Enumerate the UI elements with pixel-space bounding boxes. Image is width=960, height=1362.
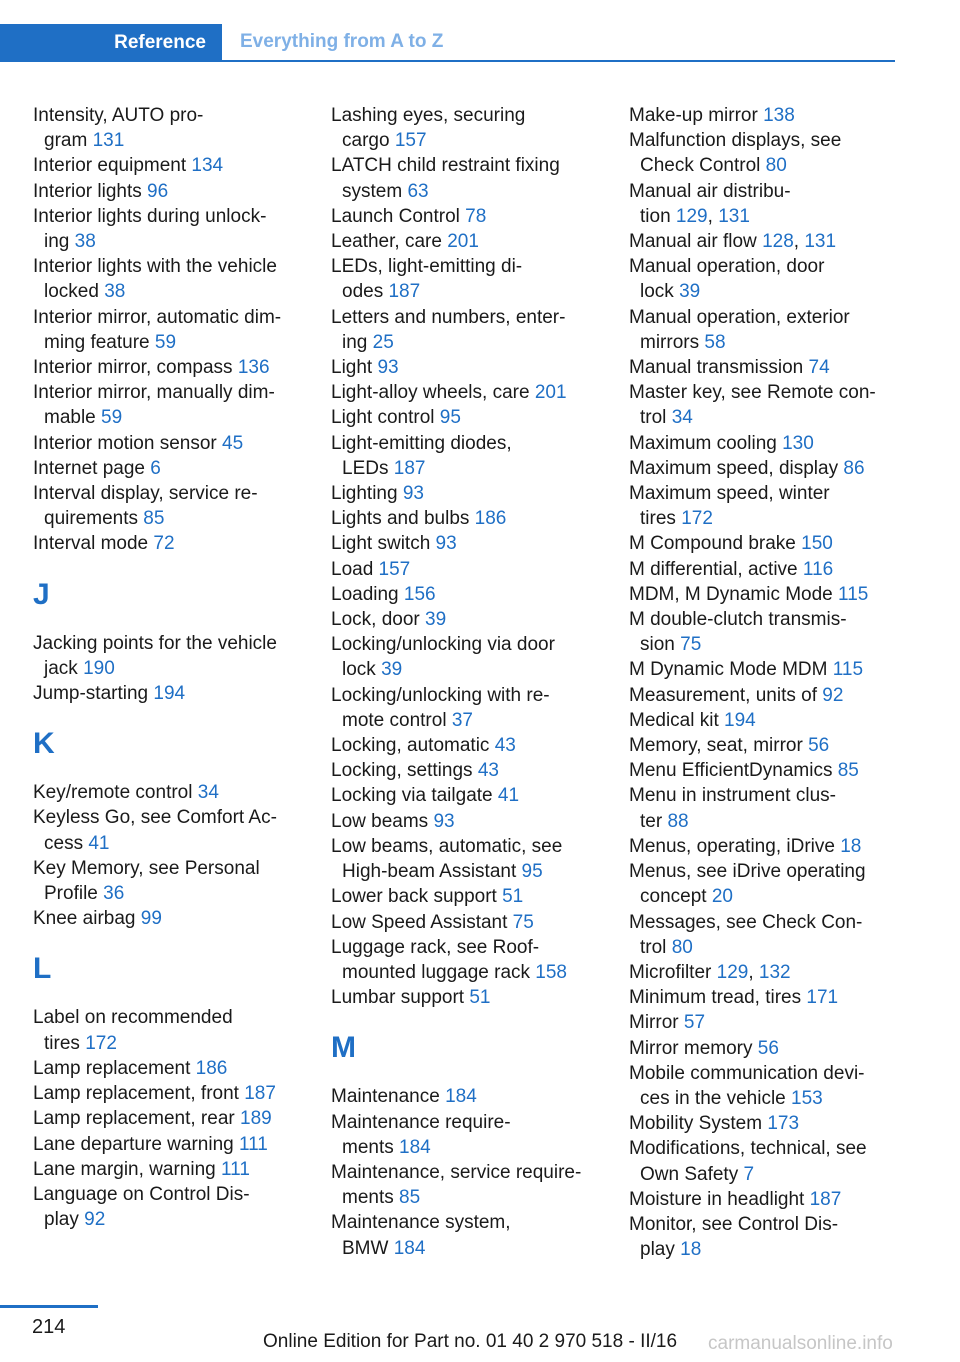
index-term: Light	[331, 357, 378, 379]
page-link[interactable]: 187	[809, 1188, 842, 1210]
page-link[interactable]: 88	[667, 810, 689, 832]
page-header	[0, 24, 895, 62]
page-link[interactable]: 38	[74, 231, 96, 253]
index-term: Low Speed Assistant	[331, 911, 513, 933]
index-entry	[331, 910, 606, 935]
index-entry	[629, 128, 894, 178]
index-term: Jacking points for the vehicle jack	[33, 632, 277, 679]
footer-rule	[0, 1305, 98, 1308]
index-term: Microfilter	[629, 961, 717, 983]
index-term: LATCH child restraint fixing system	[331, 155, 560, 202]
page-link[interactable]: 86	[843, 457, 865, 479]
page-link[interactable]: 59	[101, 407, 123, 429]
page-link[interactable]: 173	[767, 1113, 800, 1135]
page-link[interactable]: 153	[791, 1087, 823, 1109]
index-term: Mobile communication devi‐ ces in the vehicle	[629, 1062, 865, 1109]
index-entry	[33, 305, 308, 355]
index-term: Manual air flow	[629, 231, 763, 253]
index-term: Make-up mirror	[629, 105, 764, 126]
index-entry	[33, 1056, 308, 1081]
page-link[interactable]: 129	[675, 205, 708, 227]
page-link[interactable]: 39	[381, 659, 403, 681]
index-term: Maximum speed, display	[629, 457, 844, 479]
index-entry	[331, 733, 606, 758]
index-term: Menus, operating, iDrive	[629, 835, 841, 857]
index-term: Messages, see Check Con‐ trol	[629, 911, 863, 958]
index-entry	[331, 985, 606, 1010]
edition-note: Online Edition for Part no. 01 40 2 970 518 - II/16	[263, 1331, 678, 1352]
index-letter-heading: L	[33, 952, 52, 986]
index-term: Maximum cooling	[629, 432, 783, 454]
index-term: Modifications, technical, see Own Safety	[629, 1138, 867, 1185]
page-link[interactable]: 57	[683, 1012, 706, 1034]
page-link[interactable]: 93	[377, 357, 399, 379]
index-entry	[33, 481, 308, 531]
index-entry	[629, 834, 894, 859]
page-link[interactable]: 85	[837, 760, 859, 782]
page-link[interactable]: 20	[711, 886, 733, 908]
index-entry	[331, 557, 606, 582]
page-number: 214	[32, 1316, 66, 1338]
page-link[interactable]: 184	[445, 1086, 477, 1108]
page-link[interactable]: 136	[237, 357, 270, 379]
index-term: Lamp replacement	[33, 1057, 196, 1079]
page-link[interactable]: 80	[671, 936, 693, 958]
index-term: Maintenance require‐ ments	[331, 1111, 511, 1158]
index-term: Interior lights during unlock‐ ing	[33, 205, 267, 253]
page-link[interactable]: 131	[804, 231, 837, 253]
index-column-2	[331, 103, 606, 1261]
index-term: Interior lights with the vehicle locked	[33, 256, 277, 303]
page-link[interactable]: 58	[704, 331, 726, 353]
index-term: Monitor, see Control Dis‐ play	[629, 1213, 839, 1261]
page-link[interactable]: 187	[393, 457, 426, 479]
index-entry	[629, 910, 894, 960]
page-link[interactable]: 187	[388, 281, 421, 303]
page-link[interactable]: 34	[197, 782, 219, 804]
index-entry	[331, 935, 606, 985]
page-link[interactable]: 190	[83, 657, 115, 679]
index-entry	[33, 380, 308, 430]
index-term: Interior equipment	[33, 155, 192, 177]
page-link[interactable]: 51	[469, 987, 491, 1009]
page-link[interactable]: 37	[451, 709, 473, 731]
index-term: M Dynamic Mode MDM	[629, 659, 833, 681]
page-link[interactable]: 7	[743, 1163, 755, 1185]
index-entry	[629, 859, 894, 909]
index-term: Load	[331, 558, 379, 580]
section-tab-reference[interactable]: Reference	[0, 24, 222, 62]
index-entry	[629, 355, 894, 380]
index-entry	[331, 229, 606, 254]
index-entry	[33, 254, 308, 304]
page-link[interactable]: 187	[244, 1083, 276, 1105]
page-link[interactable]: 171	[806, 987, 839, 1009]
index-entry	[33, 856, 308, 906]
index-entry	[331, 834, 606, 884]
index-entry	[629, 456, 894, 481]
index-entry	[629, 254, 894, 304]
page-link[interactable]: 134	[191, 155, 224, 177]
index-entry	[33, 805, 308, 855]
index-term: Lane departure warning	[33, 1133, 239, 1155]
index-entry	[629, 103, 894, 128]
index-term: Language on Control Dis‐ play	[33, 1183, 250, 1231]
index-entry	[331, 531, 606, 556]
index-term: Light-alloy wheels, care	[331, 382, 535, 404]
index-entry	[33, 1106, 308, 1131]
index-entry	[331, 783, 606, 808]
index-term: Internet page	[33, 457, 151, 479]
page-link[interactable]: 130	[782, 432, 814, 454]
index-entry	[629, 481, 894, 531]
index-letter-heading: M	[331, 1031, 356, 1065]
index-entry	[33, 531, 308, 556]
index-entry	[331, 204, 606, 229]
index-entry	[629, 708, 894, 733]
page-link[interactable]: 36	[103, 883, 125, 905]
index-entry	[629, 1212, 894, 1262]
page-link[interactable]: 186	[474, 508, 507, 530]
index-term: Lighting	[331, 483, 403, 505]
index-term: Luggage rack, see Roof- mounted luggage rack	[331, 936, 540, 983]
index-entry	[629, 531, 894, 556]
index-entry	[331, 607, 606, 632]
index-entry	[629, 380, 894, 430]
page-link[interactable]: 115	[838, 583, 869, 605]
index-term: Moisture in headlight	[629, 1188, 810, 1210]
index-entry	[331, 405, 606, 430]
index-term: Locking/unlocking via door lock	[331, 634, 555, 681]
index-entry	[33, 153, 308, 178]
page-link[interactable]: 184	[393, 1237, 426, 1259]
index-entry	[33, 631, 308, 681]
index-term: Menus, see iDrive operating concept	[629, 861, 866, 908]
page-link[interactable]: 115	[832, 659, 864, 681]
page-link[interactable]: 51	[502, 886, 524, 908]
index-entry	[629, 1036, 894, 1061]
index-term: Interval mode	[33, 533, 154, 555]
index-entry	[629, 1187, 894, 1212]
index-term: Letters and numbers, enter‐ ing	[331, 306, 566, 353]
index-entry	[331, 758, 606, 783]
index-entry	[33, 456, 308, 481]
index-term: Lashing eyes, securing cargo	[331, 105, 526, 152]
index-entry	[629, 431, 894, 456]
index-term: Maximum speed, winter tires	[629, 483, 830, 530]
page-link[interactable]: 184	[399, 1136, 431, 1158]
index-entry	[629, 657, 894, 682]
index-entry	[33, 681, 308, 706]
index-entry	[331, 1160, 606, 1210]
page-link[interactable]: 56	[808, 735, 830, 757]
index-entry	[629, 305, 894, 355]
index-entry	[629, 960, 894, 985]
page-link[interactable]: 39	[425, 609, 447, 631]
index-term: Master key, see Remote con‐ trol	[629, 382, 876, 429]
page-link[interactable]: 93	[433, 810, 455, 832]
index-entry	[331, 355, 606, 380]
page-link[interactable]: 93	[402, 483, 424, 505]
index-term: Interior lights	[33, 180, 148, 202]
index-entry	[331, 632, 606, 682]
index-entry	[33, 1182, 308, 1232]
index-term: Interior motion sensor	[33, 432, 223, 454]
index-entry	[331, 305, 606, 355]
index-entry	[629, 1111, 894, 1136]
page-link[interactable]: 6	[150, 457, 161, 479]
index-term: Locking, settings	[331, 760, 478, 782]
page-link[interactable]: 41	[88, 832, 110, 854]
index-entry	[629, 1061, 894, 1111]
page-link[interactable]: 128	[762, 231, 794, 253]
index-entry	[33, 1157, 308, 1182]
page-link[interactable]: 189	[240, 1108, 272, 1130]
page-link[interactable]: 172	[681, 508, 713, 530]
index-entry	[33, 204, 308, 254]
index-term: Locking, automatic	[331, 735, 495, 757]
page-link[interactable]: 75	[512, 911, 534, 933]
index-term: Interval display, service re‐ quirements	[33, 483, 258, 530]
page-link[interactable]: 96	[147, 180, 169, 202]
index-term: Manual operation, exterior mirrors	[629, 306, 850, 353]
index-term: MDM, M Dynamic Mode	[629, 583, 839, 605]
page-link[interactable]: 63	[407, 180, 429, 202]
page-link[interactable]: 156	[403, 583, 436, 605]
page-link[interactable]: 43	[477, 760, 499, 782]
index-term: LEDs, light-emitting di‐ odes	[331, 256, 523, 303]
index-entry	[33, 1005, 308, 1055]
index-entry	[629, 179, 894, 229]
index-term: Light switch	[331, 533, 436, 555]
index-term: Measurement, units of	[629, 684, 823, 706]
page-link[interactable]: 111	[238, 1133, 268, 1155]
page-link[interactable]: 45	[222, 432, 244, 454]
index-term: Launch Control	[331, 205, 466, 227]
page-link[interactable]: 129	[716, 961, 749, 983]
index-entry	[629, 758, 894, 783]
page-link[interactable]: 92	[84, 1209, 106, 1231]
page-link[interactable]: 194	[153, 683, 186, 705]
index-term: Manual transmission	[629, 357, 809, 379]
index-entry	[629, 607, 894, 657]
index-entry	[331, 1110, 606, 1160]
index-term: Lower back support	[331, 886, 503, 908]
page-link[interactable]: 138	[763, 105, 795, 126]
index-term: Keyless Go, see Comfort Ac‐ cess	[33, 807, 277, 854]
index-term: M double-clutch transmis‐ sion	[629, 609, 847, 656]
index-entry	[629, 1136, 894, 1186]
page-link[interactable]: 18	[840, 835, 862, 857]
page-link[interactable]: 172	[85, 1032, 117, 1054]
index-term: Key/remote control	[33, 782, 198, 804]
index-term: Manual operation, door lock	[629, 256, 825, 303]
page-link[interactable]: 41	[497, 785, 520, 807]
index-entry	[331, 254, 606, 304]
index-entry	[331, 431, 606, 481]
index-term: M differential, active	[629, 558, 803, 580]
index-term: Maintenance, service require‐ ments	[331, 1161, 582, 1209]
index-term: Medical kit	[629, 709, 725, 731]
index-entry	[629, 985, 894, 1010]
index-term: Lane margin, warning	[33, 1158, 221, 1180]
index-term: Mirror memory	[629, 1037, 758, 1059]
index-term: Locking/unlocking with re‐ mote control	[331, 684, 550, 731]
index-term: Leather, care	[331, 231, 448, 253]
page-link[interactable]: 38	[104, 281, 126, 303]
page-link[interactable]: 201	[534, 382, 567, 404]
page-link[interactable]: 34	[671, 407, 693, 429]
index-entry	[331, 506, 606, 531]
index-entry	[331, 153, 606, 203]
page-link[interactable]: 56	[757, 1037, 779, 1059]
page-link[interactable]: 78	[465, 205, 487, 227]
index-term: Label on recommended tires	[33, 1007, 233, 1054]
index-letter-heading: K	[33, 727, 55, 761]
page-link[interactable]: 85	[143, 508, 165, 530]
index-term: Key Memory, see Personal Profile	[33, 857, 260, 905]
index-term: Minimum tread, tires	[629, 987, 807, 1009]
index-entry	[331, 683, 606, 733]
index-term: Lamp replacement, rear	[33, 1108, 240, 1130]
section-tab-a-to-z[interactable]: Everything from A to Z	[240, 31, 444, 52]
index-column-1	[33, 103, 308, 1232]
index-term: Menu EfficientDynamics	[629, 760, 838, 782]
page-link[interactable]: 186	[195, 1057, 228, 1079]
page-link[interactable]: 18	[680, 1239, 702, 1261]
index-term: Jump-starting	[33, 683, 154, 705]
page-link[interactable]: 39	[679, 281, 701, 303]
index-entry	[33, 906, 308, 931]
index-entry	[629, 557, 894, 582]
index-term: Memory, seat, mirror	[629, 735, 809, 757]
page-separator: ,	[793, 231, 805, 253]
page-link[interactable]: 157	[378, 558, 411, 580]
index-term: Malfunction displays, see Check Control	[629, 130, 842, 177]
page-link[interactable]: 157	[394, 130, 427, 152]
index-entry	[629, 1010, 894, 1035]
page-link[interactable]: 93	[435, 533, 457, 555]
page-link[interactable]: 99	[140, 908, 162, 930]
page-link[interactable]: 95	[521, 861, 543, 883]
page-link[interactable]: 72	[153, 533, 175, 555]
index-letter-heading: J	[33, 577, 50, 611]
index-entry	[331, 481, 606, 506]
index-term: Lamp replacement, front	[33, 1083, 245, 1105]
page-link[interactable]: 95	[439, 407, 461, 429]
page-link[interactable]: 111	[221, 1158, 250, 1180]
page-separator: ,	[707, 205, 719, 227]
page-link[interactable]: 59	[154, 331, 177, 353]
index-term: Manual air distribu‐ tion	[629, 180, 791, 227]
index-term: Knee airbag	[33, 908, 141, 930]
index-term: Light control	[331, 407, 440, 429]
page-link[interactable]: 131	[718, 205, 750, 227]
index-entry	[331, 884, 606, 909]
watermark: carmanualsonline.info	[708, 1333, 893, 1354]
page-link[interactable]: 92	[822, 684, 844, 706]
index-entry	[33, 355, 308, 380]
index-entry	[331, 1210, 606, 1260]
index-term: Low beams	[331, 810, 434, 832]
index-entry	[33, 431, 308, 456]
index-term: Light-emitting diodes, LEDs	[331, 432, 512, 479]
page-link[interactable]: 116	[802, 558, 834, 580]
index-term: Menu in instrument clus‐ ter	[629, 785, 836, 832]
page-link[interactable]: 25	[372, 331, 394, 353]
index-entry	[33, 780, 308, 805]
index-term: M Compound brake	[629, 533, 802, 555]
index-term: Maintenance	[331, 1086, 446, 1108]
index-term: Interior mirror, compass	[33, 357, 238, 379]
index-entry	[331, 1084, 606, 1109]
index-term: Maintenance system, BMW	[331, 1212, 511, 1259]
index-entry	[629, 733, 894, 758]
index-term: Lock, door	[331, 609, 425, 631]
index-term: Locking via tailgate	[331, 785, 498, 807]
index-term: Mobility System	[629, 1113, 768, 1135]
index-term: Mirror	[629, 1012, 684, 1034]
page-link[interactable]: 43	[494, 735, 516, 757]
index-entry	[331, 809, 606, 834]
page-link[interactable]: 80	[765, 155, 787, 177]
page-link[interactable]: 85	[399, 1187, 421, 1209]
page-link[interactable]: 75	[680, 634, 702, 656]
page-link[interactable]: 194	[724, 709, 756, 731]
index-entry	[33, 103, 308, 153]
page-link[interactable]: 132	[758, 961, 791, 983]
index-entry	[629, 582, 894, 607]
index-term: Lumbar support	[331, 987, 470, 1009]
index-entry	[629, 783, 894, 833]
index-entry	[33, 179, 308, 204]
index-entry	[629, 229, 894, 254]
index-column-3	[629, 103, 894, 1262]
index-entry	[331, 103, 606, 153]
index-term: Interior mirror, automatic dim‐ ming feature	[33, 306, 282, 353]
page-link[interactable]: 74	[808, 357, 830, 379]
page-link[interactable]: 158	[535, 961, 567, 983]
page-link[interactable]: 201	[447, 231, 479, 253]
index-term: Intensity, AUTO pro‐ gram	[33, 105, 204, 152]
index-entry	[33, 1132, 308, 1157]
index-entry	[629, 683, 894, 708]
page-link[interactable]: 150	[801, 533, 833, 555]
index-term: Lights and bulbs	[331, 508, 475, 530]
index-term: Low beams, automatic, see High-beam Assistant	[331, 835, 563, 883]
page-separator: ,	[748, 961, 759, 983]
page-link[interactable]: 131	[92, 130, 125, 152]
index-entry	[331, 582, 606, 607]
index-entry	[33, 1081, 308, 1106]
index-entry	[331, 380, 606, 405]
index-term: Loading	[331, 583, 404, 605]
index-term: Interior mirror, manually dim‐ mable	[33, 382, 275, 429]
